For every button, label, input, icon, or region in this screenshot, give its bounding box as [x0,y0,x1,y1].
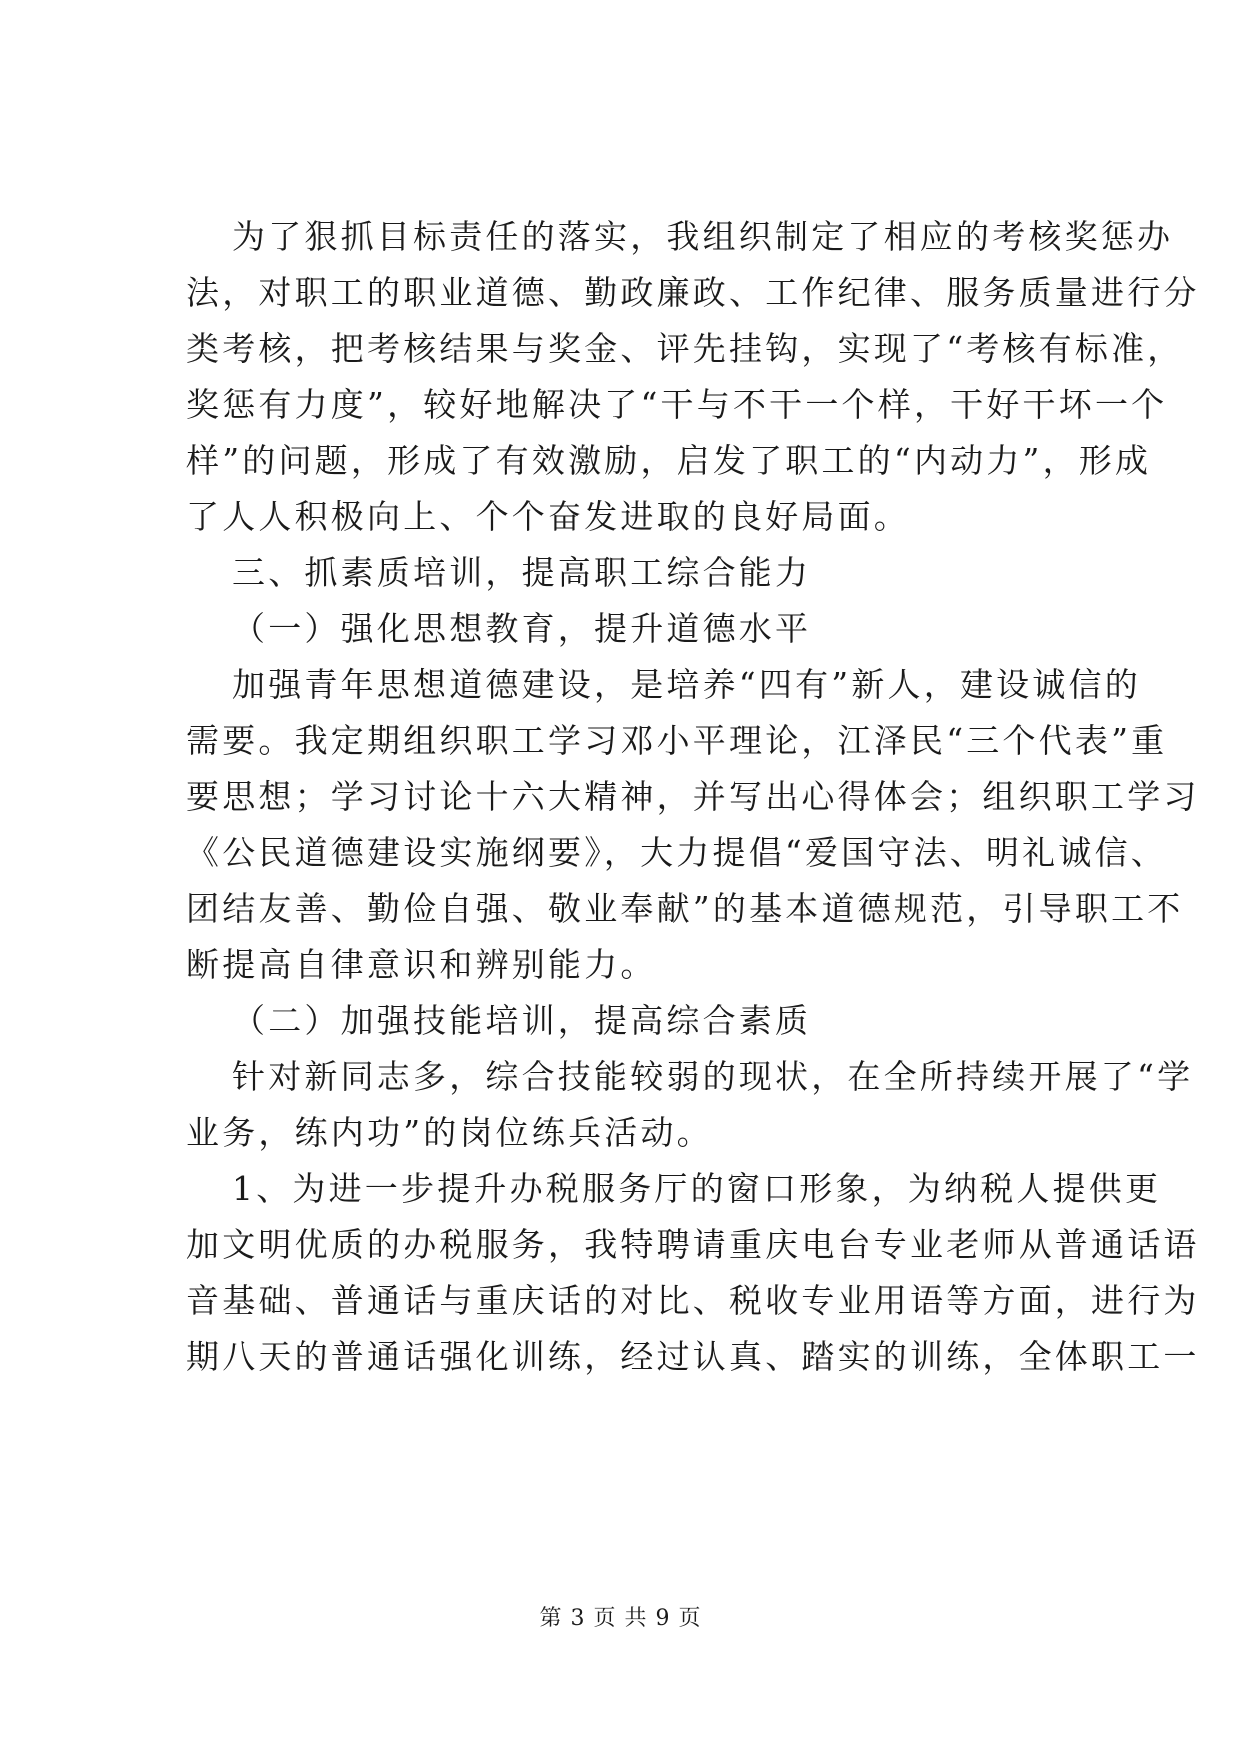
subsection-heading: （二）加强技能培训，提高综合素质 [232,1001,812,1040]
paragraph-line: 断提高自律意识和辨别能力。 [186,945,657,984]
paragraph-line: 法，对职工的职业道德、勤政廉政、工作纪律、服务质量进行分 [186,273,1200,312]
section-heading: 三、抓素质培训，提高职工综合能力 [232,553,812,592]
paragraph-line: 样”的问题，形成了有效激励，启发了职工的“内动力”，形成 [186,441,1152,480]
paragraph-line: 需要。我定期组织职工学习邓小平理论，江泽民“三个代表”重 [186,721,1168,760]
subsection-heading: （一）强化思想教育，提升道德水平 [232,609,812,648]
paragraph-line: 了人人积极向上、个个奋发进取的良好局面。 [186,497,910,536]
paragraph-line: 业务，练内功”的岗位练兵活动。 [186,1113,713,1152]
paragraph-line: 针对新同志多，综合技能较弱的现状，在全所持续开展了“学 [232,1057,1194,1096]
paragraph-line: 加强青年思想道德建设，是培养“四有”新人，建设诚信的 [232,665,1141,704]
paragraph-line: 奖惩有力度”，较好地解决了“干与不干一个样，干好干坏一个 [186,385,1168,424]
paragraph-line: 团结友善、勤俭自强、敬业奉献”的基本道德规范，引导职工不 [186,889,1184,928]
paragraph-line: 《公民道德建设实施纲要》，大力提倡“爱国守法、明礼诚信、 [186,833,1167,872]
paragraph-line: 期八天的普通话强化训练，经过认真、踏实的训练，全体职工一 [186,1337,1200,1376]
paragraph-line: 1、为进一步提升办税服务厅的窗口形象，为纳税人提供更 [232,1169,1162,1208]
paragraph-line: 类考核，把考核结果与奖金、评先挂钩，实现了“考核有标准， [186,329,1184,368]
paragraph-line: 音基础、普通话与重庆话的对比、税收专业用语等方面，进行为 [186,1281,1200,1320]
paragraph-line: 加文明优质的办税服务，我特聘请重庆电台专业老师从普通话语 [186,1225,1200,1264]
page-number-footer: 第 3 页 共 9 页 [539,1606,702,1631]
paragraph-line: 要思想；学习讨论十六大精神，并写出心得体会；组织职工学习 [186,777,1200,816]
paragraph-line: 为了狠抓目标责任的落实，我组织制定了相应的考核奖惩办 [232,217,1174,256]
